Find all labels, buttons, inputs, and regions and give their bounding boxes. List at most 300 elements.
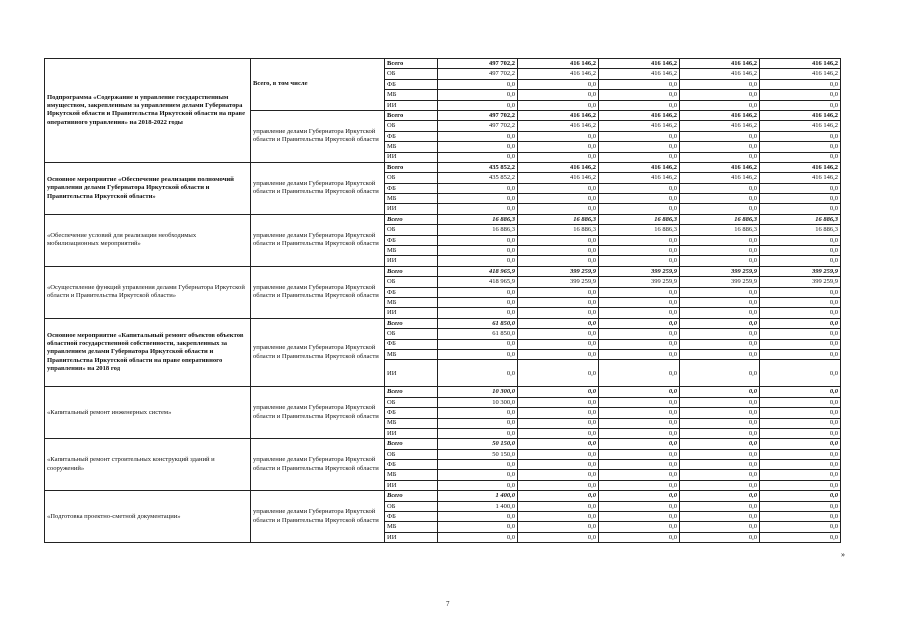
- amount-cell: 0,0: [599, 256, 680, 266]
- funding-source-cell: ОБ: [385, 121, 438, 131]
- amount-cell: 0,0: [599, 360, 680, 387]
- amount-cell: 0,0: [680, 470, 760, 480]
- amount-cell: 0,0: [760, 480, 841, 490]
- amount-cell: 0,0: [599, 308, 680, 318]
- amount-cell: 399 259,9: [680, 266, 760, 276]
- amount-cell: 0,0: [599, 349, 680, 359]
- amount-cell: 0,0: [518, 360, 599, 387]
- amount-cell: 0,0: [438, 480, 518, 490]
- funding-source-cell: МБ: [385, 470, 438, 480]
- funding-source-cell: ИИ: [385, 100, 438, 110]
- amount-cell: 0,0: [760, 246, 841, 256]
- amount-cell: 0,0: [680, 387, 760, 397]
- funding-source-cell: ФБ: [385, 131, 438, 141]
- amount-cell: 0,0: [760, 308, 841, 318]
- amount-cell: 416 146,2: [518, 121, 599, 131]
- table-row: [45, 59, 841, 69]
- amount-cell: 497 702,2: [438, 110, 518, 120]
- amount-cell: 0,0: [438, 428, 518, 438]
- amount-cell: 0,0: [599, 428, 680, 438]
- funding-source-cell: ФБ: [385, 408, 438, 418]
- amount-cell: 0,0: [438, 360, 518, 387]
- table-row: [45, 214, 841, 224]
- program-name-cell: Основное мероприятие «Обеспечение реализации полномочий управления делами Губернатора Иркутской области и Правительства Иркутской области»: [45, 162, 251, 214]
- amount-cell: 0,0: [760, 449, 841, 459]
- amount-cell: 0,0: [760, 470, 841, 480]
- amount-cell: 418 965,9: [438, 266, 518, 276]
- amount-cell: 0,0: [599, 387, 680, 397]
- amount-cell: 0,0: [680, 397, 760, 407]
- funding-source-cell: ИИ: [385, 256, 438, 266]
- amount-cell: 16 886,3: [680, 225, 760, 235]
- table-row: [45, 439, 841, 449]
- amount-cell: 416 146,2: [760, 69, 841, 79]
- amount-cell: 0,0: [518, 246, 599, 256]
- table-row: [45, 491, 841, 501]
- amount-cell: 0,0: [760, 100, 841, 110]
- amount-cell: 0,0: [760, 90, 841, 100]
- amount-cell: 0,0: [438, 256, 518, 266]
- amount-cell: 0,0: [518, 142, 599, 152]
- amount-cell: 0,0: [438, 460, 518, 470]
- amount-cell: 416 146,2: [518, 173, 599, 183]
- responsible-executor-cell: Всего, в том числе: [251, 59, 385, 111]
- amount-cell: 61 850,0: [438, 318, 518, 328]
- funding-source-cell: МБ: [385, 349, 438, 359]
- amount-cell: 416 146,2: [518, 59, 599, 69]
- funding-source-cell: Всего: [385, 110, 438, 120]
- amount-cell: 416 146,2: [599, 110, 680, 120]
- funding-source-cell: Всего: [385, 491, 438, 501]
- amount-cell: 0,0: [760, 152, 841, 162]
- amount-cell: 0,0: [680, 428, 760, 438]
- amount-cell: 0,0: [599, 90, 680, 100]
- amount-cell: 0,0: [438, 297, 518, 307]
- amount-cell: 0,0: [599, 183, 680, 193]
- responsible-executor-cell: управление делами Губернатора Иркутской области и Правительства Иркутской области: [251, 491, 385, 543]
- amount-cell: 0,0: [599, 339, 680, 349]
- amount-cell: 0,0: [438, 408, 518, 418]
- funding-source-cell: МБ: [385, 194, 438, 204]
- funding-source-cell: ОБ: [385, 225, 438, 235]
- amount-cell: 0,0: [760, 194, 841, 204]
- amount-cell: 0,0: [760, 460, 841, 470]
- amount-cell: 16 886,3: [438, 225, 518, 235]
- amount-cell: 0,0: [518, 470, 599, 480]
- amount-cell: 0,0: [438, 339, 518, 349]
- funding-source-cell: МБ: [385, 418, 438, 428]
- amount-cell: 0,0: [680, 142, 760, 152]
- funding-source-cell: МБ: [385, 246, 438, 256]
- amount-cell: 16 886,3: [599, 225, 680, 235]
- amount-cell: 399 259,9: [760, 266, 841, 276]
- funding-source-cell: МБ: [385, 142, 438, 152]
- amount-cell: 0,0: [680, 152, 760, 162]
- funding-source-cell: ФБ: [385, 512, 438, 522]
- amount-cell: 0,0: [518, 522, 599, 532]
- amount-cell: 0,0: [680, 308, 760, 318]
- amount-cell: 0,0: [680, 329, 760, 339]
- amount-cell: 0,0: [760, 329, 841, 339]
- amount-cell: 0,0: [599, 318, 680, 328]
- amount-cell: 1 400,0: [438, 501, 518, 511]
- program-name-cell: «Осуществление функций управления делами Губернатора Иркутской области и Правительства Иркутской области»: [45, 266, 251, 318]
- amount-cell: 0,0: [760, 360, 841, 387]
- amount-cell: 61 850,0: [438, 329, 518, 339]
- amount-cell: 0,0: [680, 460, 760, 470]
- program-name-cell: «Капитальный ремонт строительных конструкций зданий и сооружений»: [45, 439, 251, 491]
- funding-source-cell: ОБ: [385, 449, 438, 459]
- amount-cell: 0,0: [599, 142, 680, 152]
- amount-cell: 0,0: [680, 360, 760, 387]
- amount-cell: 0,0: [680, 131, 760, 141]
- funding-source-cell: ИИ: [385, 308, 438, 318]
- amount-cell: 0,0: [599, 397, 680, 407]
- amount-cell: 0,0: [760, 183, 841, 193]
- funding-source-cell: ФБ: [385, 79, 438, 89]
- amount-cell: 0,0: [680, 349, 760, 359]
- amount-cell: 497 702,2: [438, 69, 518, 79]
- funding-source-cell: Всего: [385, 214, 438, 224]
- amount-cell: 399 259,9: [680, 277, 760, 287]
- amount-cell: 416 146,2: [680, 59, 760, 69]
- amount-cell: 0,0: [438, 183, 518, 193]
- amount-cell: 0,0: [518, 532, 599, 542]
- funding-source-cell: ФБ: [385, 460, 438, 470]
- amount-cell: 435 852,2: [438, 162, 518, 172]
- amount-cell: 0,0: [438, 470, 518, 480]
- funding-source-cell: ИИ: [385, 532, 438, 542]
- responsible-executor-cell: управление делами Губернатора Иркутской области и Правительства Иркутской области: [251, 439, 385, 491]
- funding-source-cell: Всего: [385, 439, 438, 449]
- amount-cell: 416 146,2: [599, 69, 680, 79]
- funding-source-cell: ИИ: [385, 204, 438, 214]
- funding-source-cell: Всего: [385, 318, 438, 328]
- amount-cell: 416 146,2: [599, 59, 680, 69]
- amount-cell: 50 150,0: [438, 439, 518, 449]
- amount-cell: 0,0: [680, 532, 760, 542]
- amount-cell: 435 852,2: [438, 173, 518, 183]
- amount-cell: 416 146,2: [680, 110, 760, 120]
- amount-cell: 0,0: [518, 297, 599, 307]
- closing-quote: »: [841, 550, 845, 559]
- responsible-executor-cell: управление делами Губернатора Иркутской области и Правительства Иркутской области: [251, 387, 385, 439]
- amount-cell: 0,0: [438, 522, 518, 532]
- amount-cell: 0,0: [599, 522, 680, 532]
- amount-cell: 0,0: [599, 235, 680, 245]
- funding-source-cell: МБ: [385, 90, 438, 100]
- funding-source-cell: Всего: [385, 59, 438, 69]
- amount-cell: 0,0: [680, 501, 760, 511]
- amount-cell: 0,0: [518, 256, 599, 266]
- amount-cell: 16 886,3: [599, 214, 680, 224]
- amount-cell: 16 886,3: [680, 214, 760, 224]
- amount-cell: 0,0: [438, 194, 518, 204]
- amount-cell: 0,0: [518, 90, 599, 100]
- amount-cell: 0,0: [760, 235, 841, 245]
- amount-cell: 0,0: [599, 460, 680, 470]
- amount-cell: 0,0: [438, 287, 518, 297]
- amount-cell: 0,0: [438, 349, 518, 359]
- funding-source-cell: ОБ: [385, 329, 438, 339]
- amount-cell: 0,0: [518, 408, 599, 418]
- amount-cell: 0,0: [599, 408, 680, 418]
- funding-source-cell: ОБ: [385, 69, 438, 79]
- amount-cell: 399 259,9: [518, 277, 599, 287]
- amount-cell: 0,0: [680, 439, 760, 449]
- amount-cell: 0,0: [680, 183, 760, 193]
- amount-cell: 0,0: [599, 194, 680, 204]
- funding-source-cell: ФБ: [385, 339, 438, 349]
- amount-cell: 0,0: [680, 491, 760, 501]
- amount-cell: 0,0: [599, 246, 680, 256]
- amount-cell: 1 400,0: [438, 491, 518, 501]
- amount-cell: 0,0: [760, 418, 841, 428]
- amount-cell: 0,0: [438, 131, 518, 141]
- amount-cell: 416 146,2: [599, 162, 680, 172]
- amount-cell: 0,0: [599, 480, 680, 490]
- amount-cell: 0,0: [680, 418, 760, 428]
- budget-table: [44, 58, 841, 543]
- amount-cell: 0,0: [680, 318, 760, 328]
- program-name-cell: Основное мероприятие «Капитальный ремонт объектов объектов областной государственной собственности, закрепленных за управлением делами Губернатора Иркутской области и Правительства Иркутской области на праве оперативного управления» на 2018 год: [45, 318, 251, 387]
- amount-cell: 399 259,9: [518, 266, 599, 276]
- funding-source-cell: ОБ: [385, 277, 438, 287]
- amount-cell: 0,0: [760, 387, 841, 397]
- amount-cell: 0,0: [518, 439, 599, 449]
- funding-source-cell: МБ: [385, 522, 438, 532]
- amount-cell: 0,0: [438, 246, 518, 256]
- amount-cell: 0,0: [518, 308, 599, 318]
- amount-cell: 0,0: [680, 235, 760, 245]
- amount-cell: 0,0: [680, 204, 760, 214]
- amount-cell: 0,0: [680, 512, 760, 522]
- amount-cell: 0,0: [599, 79, 680, 89]
- amount-cell: 0,0: [518, 100, 599, 110]
- amount-cell: 0,0: [599, 449, 680, 459]
- amount-cell: 10 300,0: [438, 387, 518, 397]
- amount-cell: 0,0: [599, 439, 680, 449]
- responsible-executor-cell: управление делами Губернатора Иркутской области и Правительства Иркутской области: [251, 266, 385, 318]
- amount-cell: 0,0: [518, 318, 599, 328]
- amount-cell: 16 886,3: [518, 225, 599, 235]
- table-row: [45, 266, 841, 276]
- responsible-executor-cell: управление делами Губернатора Иркутской области и Правительства Иркутской области: [251, 214, 385, 266]
- amount-cell: 0,0: [680, 522, 760, 532]
- amount-cell: 0,0: [680, 79, 760, 89]
- amount-cell: 416 146,2: [599, 121, 680, 131]
- amount-cell: 0,0: [760, 318, 841, 328]
- amount-cell: 416 146,2: [760, 59, 841, 69]
- funding-source-cell: ОБ: [385, 397, 438, 407]
- amount-cell: 0,0: [760, 532, 841, 542]
- amount-cell: 0,0: [760, 287, 841, 297]
- amount-cell: 416 146,2: [680, 69, 760, 79]
- table-body: [45, 59, 841, 543]
- funding-source-cell: ОБ: [385, 501, 438, 511]
- amount-cell: 0,0: [518, 387, 599, 397]
- amount-cell: 0,0: [599, 512, 680, 522]
- amount-cell: 0,0: [599, 100, 680, 110]
- amount-cell: 0,0: [680, 287, 760, 297]
- table-row: [45, 387, 841, 397]
- amount-cell: 0,0: [518, 79, 599, 89]
- amount-cell: 418 965,9: [438, 277, 518, 287]
- funding-source-cell: ИИ: [385, 152, 438, 162]
- amount-cell: 416 146,2: [518, 162, 599, 172]
- amount-cell: 0,0: [438, 418, 518, 428]
- amount-cell: 16 886,3: [438, 214, 518, 224]
- responsible-executor-cell: управление делами Губернатора Иркутской области и Правительства Иркутской области: [251, 110, 385, 162]
- funding-source-cell: Всего: [385, 266, 438, 276]
- amount-cell: 0,0: [518, 329, 599, 339]
- amount-cell: 0,0: [760, 501, 841, 511]
- amount-cell: 0,0: [438, 152, 518, 162]
- amount-cell: 0,0: [518, 339, 599, 349]
- funding-source-cell: ИИ: [385, 480, 438, 490]
- amount-cell: 416 146,2: [680, 162, 760, 172]
- funding-source-cell: Всего: [385, 387, 438, 397]
- amount-cell: 16 886,3: [760, 214, 841, 224]
- amount-cell: 416 146,2: [760, 173, 841, 183]
- amount-cell: 0,0: [599, 204, 680, 214]
- amount-cell: 0,0: [599, 501, 680, 511]
- amount-cell: 0,0: [518, 418, 599, 428]
- amount-cell: 416 146,2: [599, 173, 680, 183]
- amount-cell: 0,0: [438, 308, 518, 318]
- amount-cell: 0,0: [680, 339, 760, 349]
- amount-cell: 0,0: [760, 339, 841, 349]
- amount-cell: 416 146,2: [518, 69, 599, 79]
- amount-cell: 0,0: [599, 287, 680, 297]
- amount-cell: 0,0: [438, 100, 518, 110]
- funding-source-cell: ОБ: [385, 173, 438, 183]
- amount-cell: 0,0: [680, 246, 760, 256]
- amount-cell: 0,0: [680, 256, 760, 266]
- amount-cell: 10 300,0: [438, 397, 518, 407]
- program-name-cell: Подпрограмма «Содержание и управление государственным имуществом, закрепленным за управлением делами Губернатора Иркутской области и Правительства Иркутской области на праве оперативного управления» на 2018-2022 годы: [45, 59, 251, 163]
- amount-cell: 0,0: [518, 349, 599, 359]
- amount-cell: 0,0: [680, 408, 760, 418]
- amount-cell: 0,0: [518, 152, 599, 162]
- amount-cell: 0,0: [760, 512, 841, 522]
- amount-cell: 0,0: [518, 428, 599, 438]
- funding-source-cell: ИИ: [385, 360, 438, 387]
- amount-cell: 416 146,2: [680, 173, 760, 183]
- responsible-executor-cell: управление делами Губернатора Иркутской области и Правительства Иркутской области: [251, 162, 385, 214]
- amount-cell: 0,0: [760, 349, 841, 359]
- document-page: [44, 58, 840, 543]
- amount-cell: 0,0: [599, 297, 680, 307]
- amount-cell: 0,0: [680, 90, 760, 100]
- program-name-cell: «Капитальный ремонт инженерных систем»: [45, 387, 251, 439]
- amount-cell: 16 886,3: [518, 214, 599, 224]
- page-number: 7: [446, 600, 450, 608]
- amount-cell: 0,0: [518, 397, 599, 407]
- amount-cell: 0,0: [518, 287, 599, 297]
- amount-cell: 0,0: [518, 131, 599, 141]
- funding-source-cell: ИИ: [385, 428, 438, 438]
- amount-cell: 0,0: [599, 470, 680, 480]
- amount-cell: 416 146,2: [760, 121, 841, 131]
- responsible-executor-cell: управление делами Губернатора Иркутской области и Правительства Иркутской области: [251, 318, 385, 387]
- amount-cell: 0,0: [760, 79, 841, 89]
- amount-cell: 0,0: [760, 142, 841, 152]
- funding-source-cell: МБ: [385, 297, 438, 307]
- amount-cell: 0,0: [760, 256, 841, 266]
- amount-cell: 416 146,2: [760, 110, 841, 120]
- amount-cell: 0,0: [438, 204, 518, 214]
- amount-cell: 0,0: [760, 522, 841, 532]
- amount-cell: 0,0: [518, 460, 599, 470]
- amount-cell: 0,0: [760, 397, 841, 407]
- amount-cell: 0,0: [518, 501, 599, 511]
- amount-cell: 0,0: [680, 449, 760, 459]
- amount-cell: 0,0: [599, 491, 680, 501]
- amount-cell: 0,0: [518, 235, 599, 245]
- amount-cell: 0,0: [760, 204, 841, 214]
- amount-cell: 416 146,2: [680, 121, 760, 131]
- amount-cell: 399 259,9: [599, 266, 680, 276]
- amount-cell: 0,0: [599, 532, 680, 542]
- amount-cell: 416 146,2: [760, 162, 841, 172]
- amount-cell: 0,0: [760, 491, 841, 501]
- amount-cell: 0,0: [438, 512, 518, 522]
- amount-cell: 416 146,2: [518, 110, 599, 120]
- table-row: [45, 162, 841, 172]
- amount-cell: 0,0: [599, 418, 680, 428]
- amount-cell: 0,0: [438, 142, 518, 152]
- funding-source-cell: ФБ: [385, 183, 438, 193]
- amount-cell: 399 259,9: [760, 277, 841, 287]
- amount-cell: 0,0: [518, 204, 599, 214]
- amount-cell: 50 150,0: [438, 449, 518, 459]
- amount-cell: 0,0: [518, 491, 599, 501]
- amount-cell: 0,0: [518, 480, 599, 490]
- amount-cell: 0,0: [760, 428, 841, 438]
- program-name-cell: «Подготовка проектно-сметной документации»: [45, 491, 251, 543]
- table-row: [45, 318, 841, 328]
- funding-source-cell: ФБ: [385, 235, 438, 245]
- amount-cell: 0,0: [599, 152, 680, 162]
- funding-source-cell: ФБ: [385, 287, 438, 297]
- amount-cell: 0,0: [760, 439, 841, 449]
- amount-cell: 0,0: [518, 512, 599, 522]
- amount-cell: 0,0: [438, 532, 518, 542]
- amount-cell: 497 702,2: [438, 59, 518, 69]
- program-name-cell: «Обеспечение условий для реализации необходимых мобилизационных мероприятий»: [45, 214, 251, 266]
- amount-cell: 0,0: [438, 79, 518, 89]
- amount-cell: 0,0: [599, 329, 680, 339]
- amount-cell: 0,0: [518, 194, 599, 204]
- amount-cell: 0,0: [760, 131, 841, 141]
- amount-cell: 0,0: [760, 297, 841, 307]
- amount-cell: 16 886,3: [760, 225, 841, 235]
- amount-cell: 0,0: [518, 183, 599, 193]
- amount-cell: 0,0: [760, 408, 841, 418]
- amount-cell: 0,0: [438, 90, 518, 100]
- amount-cell: 0,0: [680, 100, 760, 110]
- amount-cell: 497 702,2: [438, 121, 518, 131]
- amount-cell: 0,0: [438, 235, 518, 245]
- amount-cell: 0,0: [518, 449, 599, 459]
- amount-cell: 0,0: [680, 297, 760, 307]
- amount-cell: 0,0: [680, 194, 760, 204]
- funding-source-cell: Всего: [385, 162, 438, 172]
- amount-cell: 0,0: [599, 131, 680, 141]
- amount-cell: 0,0: [680, 480, 760, 490]
- amount-cell: 399 259,9: [599, 277, 680, 287]
